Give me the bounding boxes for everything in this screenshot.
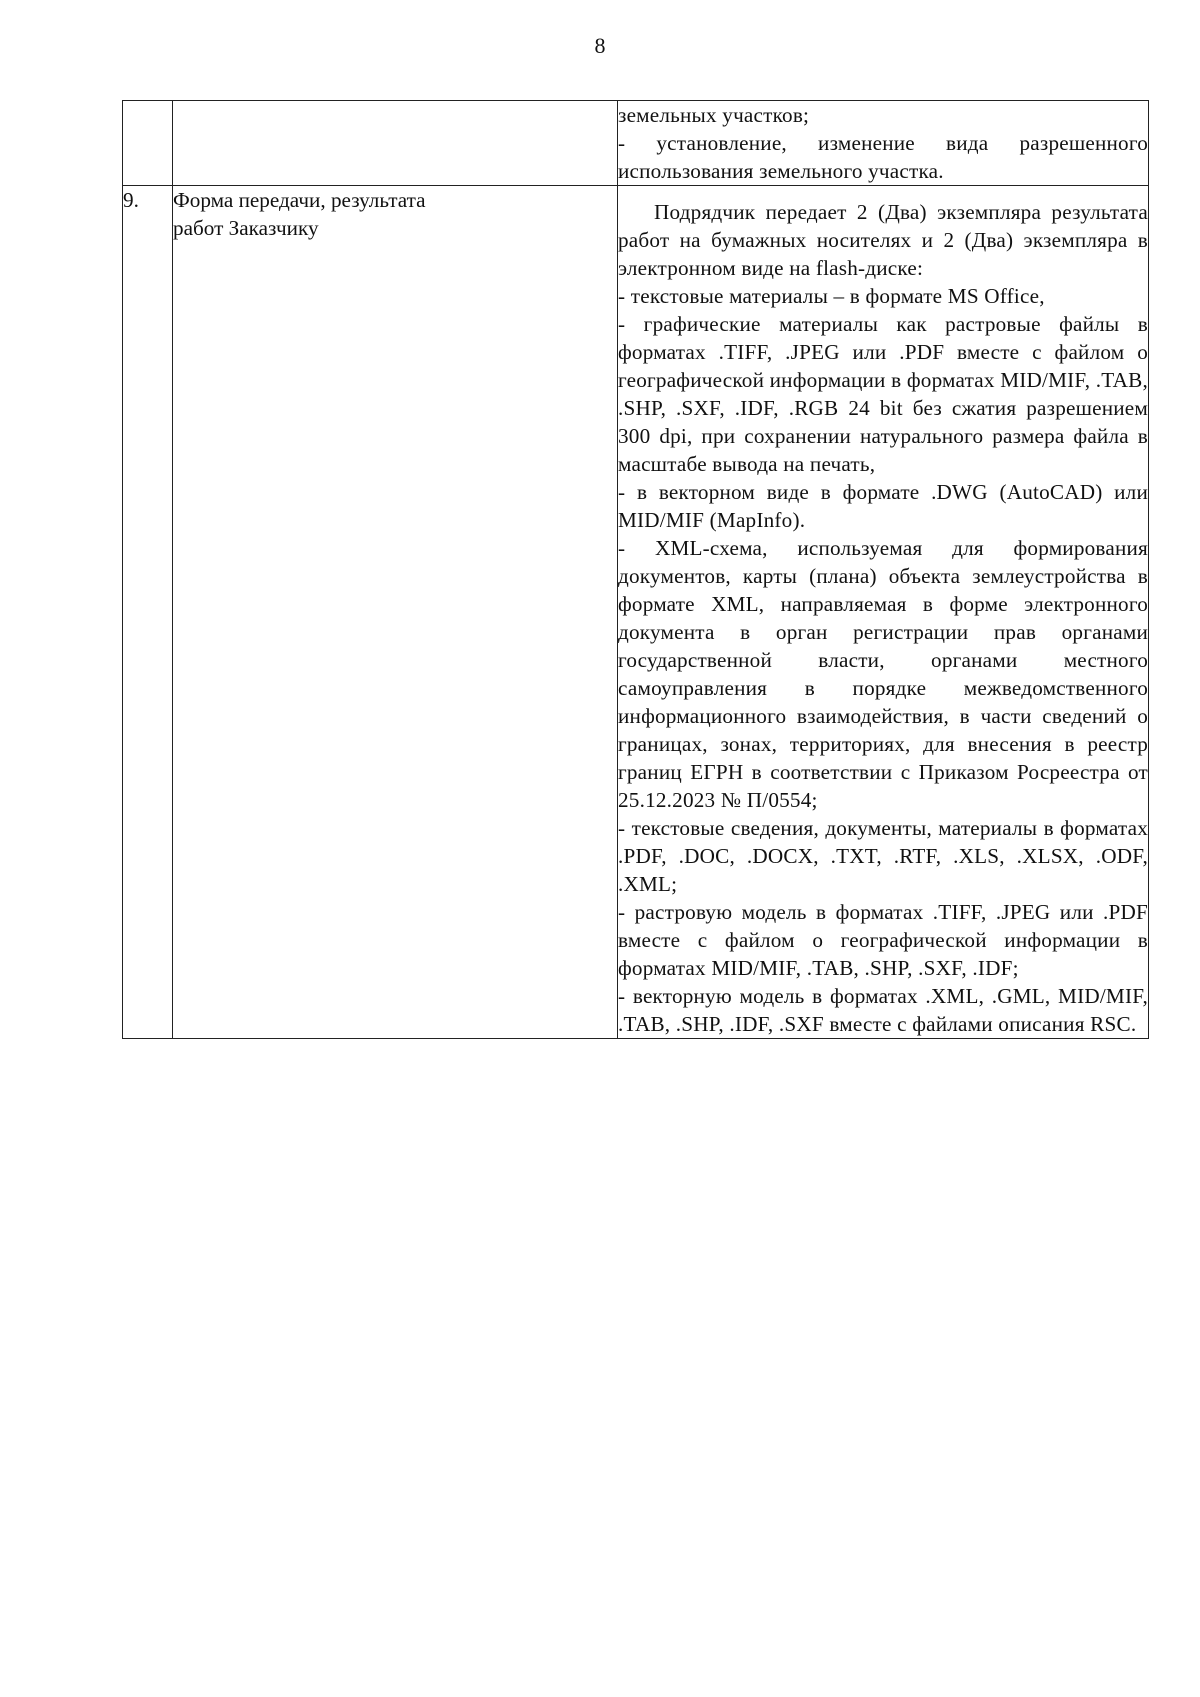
table-row-continuation	[123, 101, 1149, 186]
description-item: - растровую модель в форматах .TIFF, .JPEG или .PDF вместе с файлом о географической информации в форматах MID/MIF, .TAB, .SHP, .SXF, .IDF;	[618, 900, 1148, 980]
row-number-cell	[123, 101, 173, 186]
description-item: - векторную модель в форматах .XML, .GML, MID/MIF, .TAB, .SHP, .IDF, .SXF вместе с файлами описания RSC.	[618, 984, 1148, 1036]
description-line: - установление, изменение вида разрешенного использования земельного участка.	[618, 131, 1148, 183]
row-number-cell: 9.	[123, 186, 173, 1039]
row-name-line: Форма передачи, результата	[173, 188, 426, 212]
description-item: - текстовые сведения, документы, материалы в форматах .PDF, .DOC, .DOCX, .TXT, .RTF, .XLS, .XLSX, .ODF, .XML;	[618, 816, 1148, 896]
description-item: - графические материалы как растровые файлы в форматах .TIFF, .JPEG или .PDF вместе с файлом о географической информации в форматах MID/MIF, .TAB, .SHP, .SXF, .IDF, .RGB 24 bit без сжатия разрешением 300 dpi, при сохранении натурального размера файла в масштабе вывода на печать,	[618, 312, 1148, 476]
description-line: земельных участков;	[618, 103, 810, 127]
description-item: - в векторном виде в формате .DWG (AutoCAD) или MID/MIF (MapInfo).	[618, 480, 1148, 532]
description-intro: Подрядчик передает 2 (Два) экземпляра результата работ на бумажных носителях и 2 (Два) экземпляра в электронном виде на flash-диске:	[618, 200, 1148, 280]
row-description-cell	[618, 101, 1149, 186]
row-name-cell	[173, 186, 618, 1039]
row-description-cell	[618, 186, 1149, 1039]
page-number: 8	[594, 33, 606, 58]
table-row-9	[123, 186, 1149, 1039]
row-name-cell	[173, 101, 618, 186]
specification-table	[122, 100, 1149, 1039]
description-item: - XML-схема, используемая для формирования документов, карты (плана) объекта землеустройства в формате XML, направляемая в форме электронного документа в орган регистрации прав органами государственной власти, органами местного самоуправления в порядке межведомственного информационного взаимодействия, в части сведений о границах, зонах, территориях, для внесения в реестр границ ЕГРН в соответствии с Приказом Росреестра от 25.12.2023 № П/0554;	[618, 536, 1148, 812]
description-item: - текстовые материалы – в формате MS Office,	[618, 284, 1045, 308]
row-name-line: работ Заказчику	[173, 216, 319, 240]
